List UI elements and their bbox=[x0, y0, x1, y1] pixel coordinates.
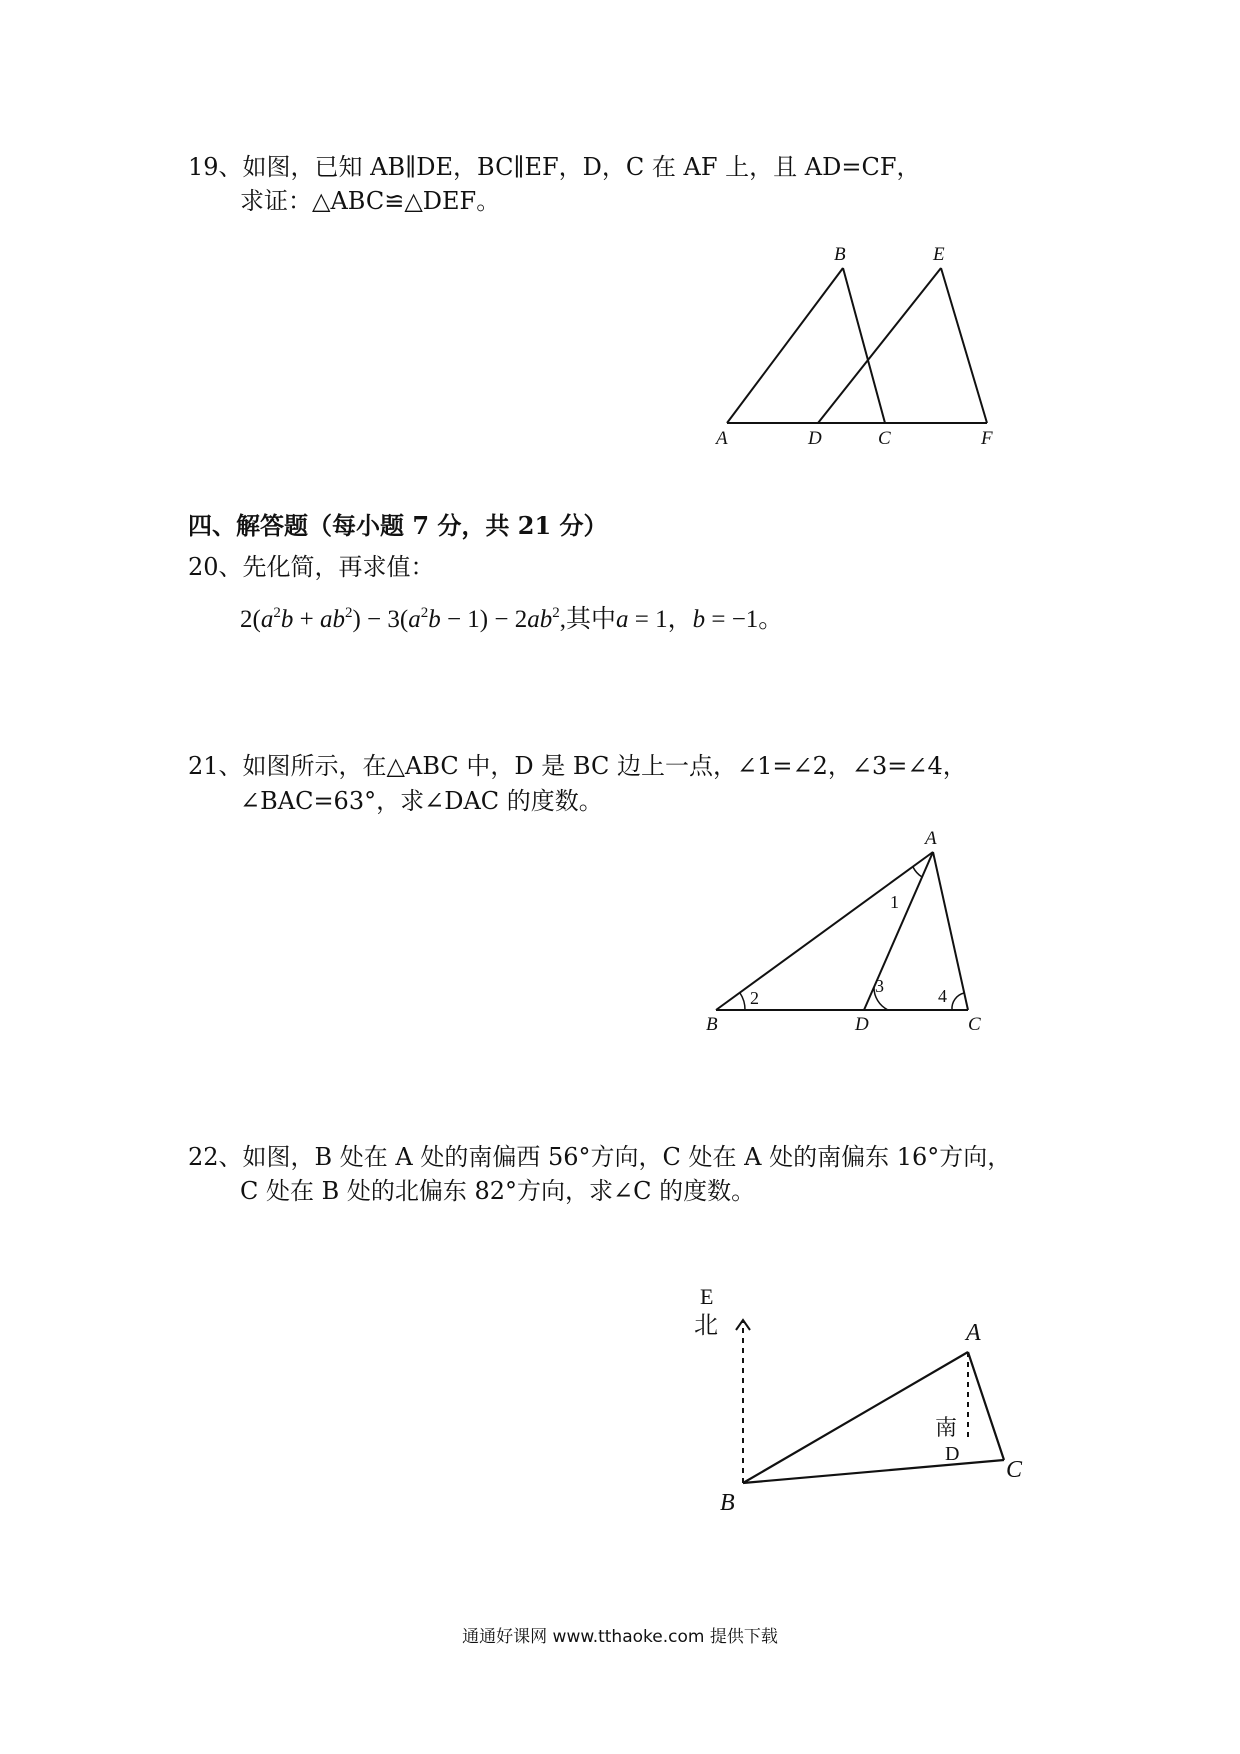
q22-point-c: C bbox=[1006, 1457, 1023, 1483]
q21-angle-2-arc bbox=[740, 993, 745, 1010]
q22-line-ac bbox=[968, 1352, 1004, 1460]
q21-angle-3: 3 bbox=[875, 976, 884, 996]
q19-point-b: B bbox=[834, 244, 846, 265]
q19-point-d: D bbox=[808, 428, 822, 449]
q19-point-f: F bbox=[981, 428, 993, 449]
q22-south-letter: D bbox=[945, 1443, 960, 1465]
q21-line1: 21、如图所示，在△ABC 中，D 是 BC 边上一点，∠1=∠2，∠3=∠4， bbox=[188, 752, 967, 780]
q21-point-a: A bbox=[925, 828, 937, 849]
q22-line1: 22、如图，B 处在 A 处的南偏西 56°方向，C 处在 A 处的南偏东 16°方向， bbox=[188, 1143, 1012, 1171]
q21-angle-4: 4 bbox=[938, 986, 947, 1006]
q22-point-b: B bbox=[720, 1490, 735, 1516]
section-title: 四、解答题（每小题 7 分，共 21 分） bbox=[188, 511, 608, 540]
q21-angle-4-arc bbox=[952, 993, 964, 1010]
q19-line-ef bbox=[941, 268, 987, 423]
q21-point-b: B bbox=[706, 1014, 718, 1035]
q22-south-label: 南 bbox=[935, 1415, 958, 1440]
q19-figure bbox=[700, 240, 1000, 450]
q19-point-e: E bbox=[933, 244, 945, 265]
q19-point-c: C bbox=[878, 428, 891, 449]
q21-line-ab bbox=[716, 852, 933, 1010]
page-footer: 通通好课网 www.tthaoke.com 提供下载 bbox=[462, 1627, 778, 1647]
q21-angle-1: 1 bbox=[890, 892, 899, 912]
q19-line-ab bbox=[727, 268, 843, 423]
q22-figure bbox=[680, 1280, 1023, 1520]
q21-point-c: C bbox=[968, 1014, 981, 1035]
q20-line1: 20、先化简，再求值： bbox=[188, 553, 435, 581]
q22-north-label: 北 bbox=[694, 1313, 718, 1339]
q21-line2: ∠BAC=63°，求∠DAC 的度数。 bbox=[240, 787, 603, 815]
q19-line2: 求证：△ABC≌△DEF。 bbox=[240, 187, 501, 215]
q21-angle-2: 2 bbox=[750, 988, 759, 1008]
q21-figure bbox=[690, 830, 990, 1040]
q22-line-bc bbox=[743, 1460, 1004, 1483]
q22-north-letter: E bbox=[700, 1284, 714, 1309]
q21-point-d: D bbox=[855, 1014, 869, 1035]
q19-line1: 19、如图，已知 AB∥DE，BC∥EF，D，C 在 AF 上，且 AD=CF， bbox=[188, 153, 921, 181]
q20-formula: $2(a^2b + ab^2) - 3(a^2b - 1) - 2ab^2$,其中a = 1，b = −1。 bbox=[240, 605, 784, 633]
q21-angle-1-arc bbox=[913, 867, 922, 877]
q19-point-a: A bbox=[716, 428, 728, 449]
q22-point-a: A bbox=[966, 1320, 981, 1346]
q22-line2: C 处在 B 处的北偏东 82°方向，求∠C 的度数。 bbox=[240, 1177, 756, 1205]
